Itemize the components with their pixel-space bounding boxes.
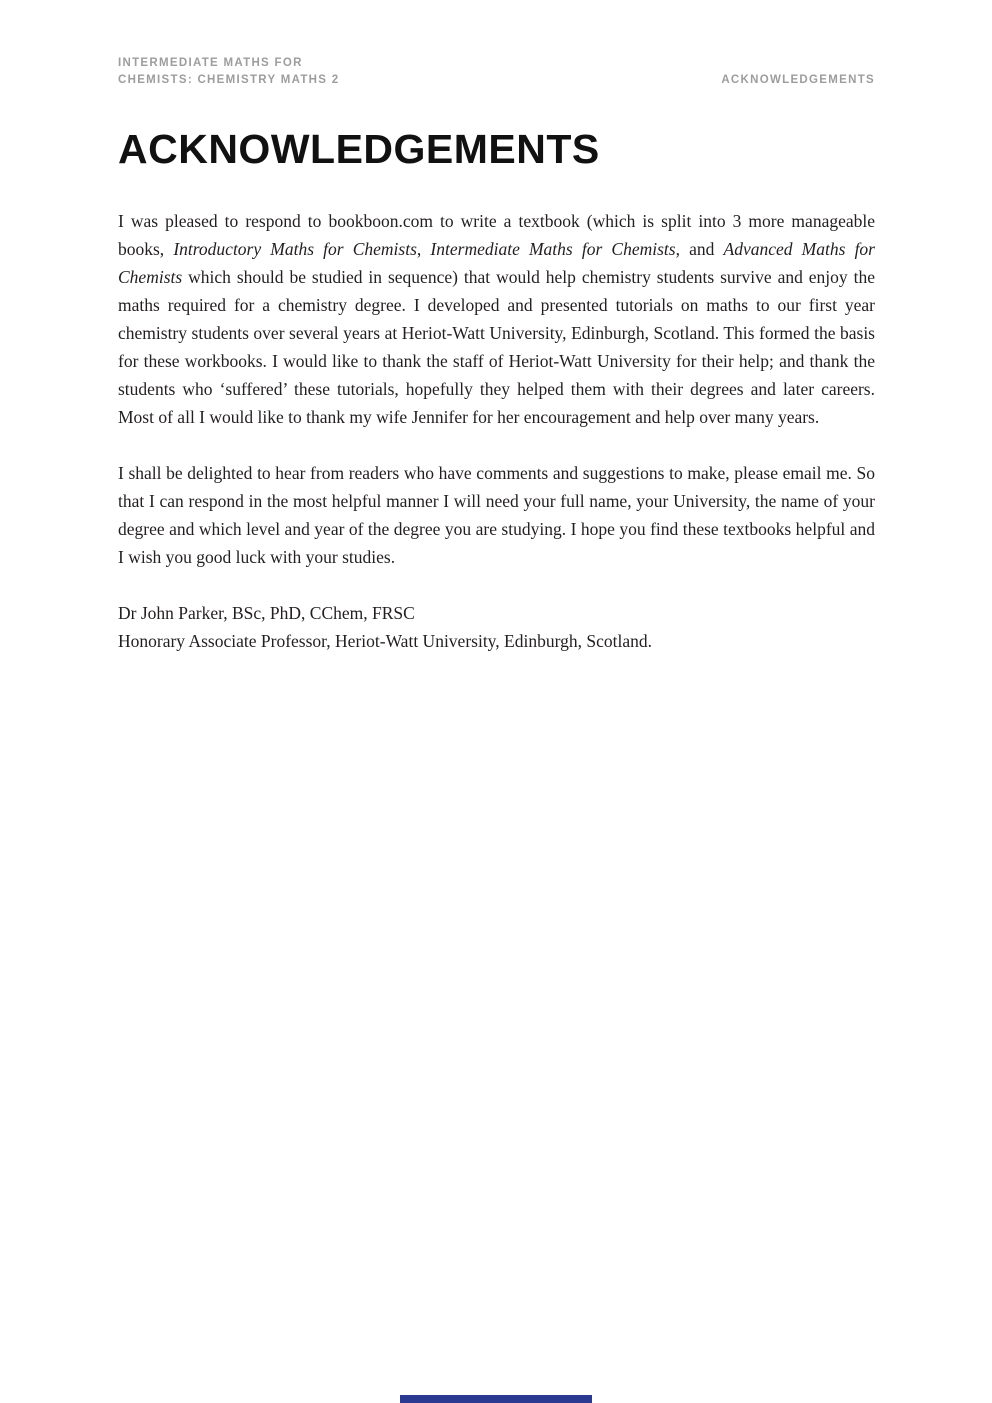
text-run: , and (675, 238, 724, 259)
book-title-italic: Intermediate Maths for Chemists (430, 238, 676, 259)
text-run: , (416, 238, 431, 259)
running-header-book-title (118, 55, 339, 90)
bottom-accent-bar (400, 1395, 592, 1403)
book-title-italic: Advanced Maths for Chemists (118, 238, 875, 287)
signature-name: Dr John Parker, BSc, PhD, CChem, FRSC (118, 602, 415, 623)
body-copy (118, 207, 875, 655)
page-title: ACKNOWLEDGEMENTS (118, 125, 600, 172)
text-run: I was pleased to respond to bookboon.com to write a textbook (which is split into 3 more manageable books, (118, 210, 875, 259)
book-title-italic: Introductory Maths for Chemists (173, 238, 417, 259)
running-header (118, 55, 875, 90)
text-run: which should be studied in sequence) that would help chemistry students survive and enjoy the maths required for a chemistry degree. I developed and presented tutorials on maths to our first year chemistry students over several years at Heriot-Watt University, Edinburgh, Scotland. This formed the basis for these workbooks. I would like to thank the staff of Heriot-Watt University for their help; and thank the students who ‘suffered’ these tutorials, hopefully they helped them with their degrees and later careers. Most of all I would like to thank my wife Jennifer for her encouragement and help over many years. (118, 266, 875, 427)
running-header-line2: CHEMISTS: CHEMISTRY MATHS 2 (118, 74, 340, 87)
running-header-line1: INTERMEDIATE MATHS FOR (118, 57, 303, 69)
paragraph-feedback: I shall be delighted to hear from readers who have comments and suggestions to make, please email me. So that I can respond in the most helpful manner I will need your full name, your University, the name of your degree and which level and year of the degree you are studying. I hope you find these textbooks helpful and I wish you good luck with your studies. (118, 462, 875, 567)
running-header-chapter: ACKNOWLEDGEMENTS (721, 74, 875, 86)
paragraph-intro (118, 207, 875, 431)
signature-role: Honorary Associate Professor, Heriot-Watt University, Edinburgh, Scotland. (118, 630, 652, 651)
